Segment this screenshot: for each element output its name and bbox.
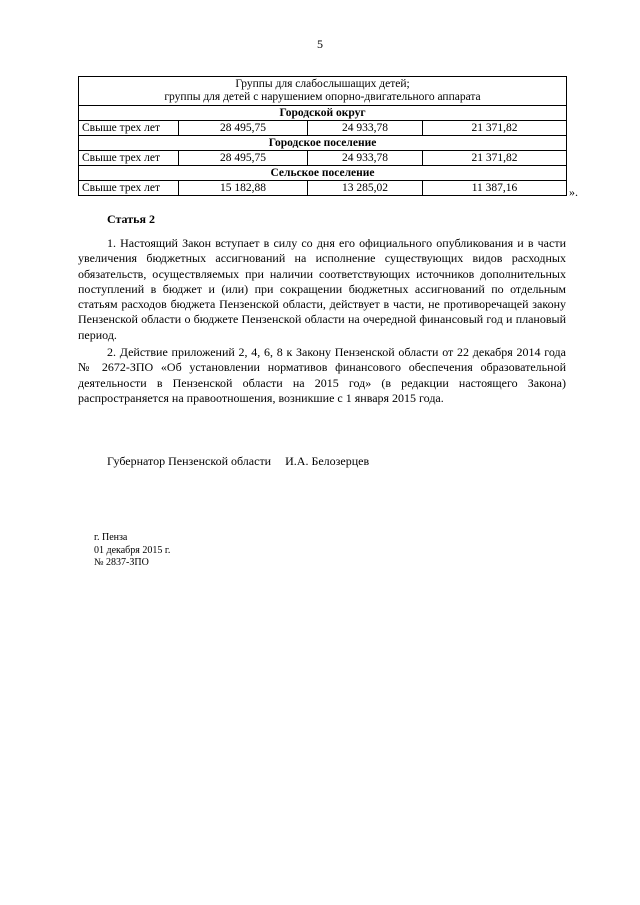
value-cell: 11 387,16: [423, 181, 567, 196]
table-row: [79, 151, 567, 166]
signatory-position: Губернатор Пензенской области: [107, 454, 272, 468]
table-header-line-1: Группы для слабослышащих детей;: [235, 78, 410, 90]
table-header-row: [79, 77, 567, 106]
footer-date: 01 декабря 2015 г.: [94, 544, 171, 556]
value-cell: 21 371,82: [423, 151, 567, 166]
age-group-label: Свыше трех лет: [79, 181, 179, 196]
article-paragraph-2: 2. Действие приложений 2, 4, 6, 8 к Закону Пензенской области от 22 декабря 2014 года № 2672-ЗПО «Об установлении нормативов финансового обеспечения образовательной деятельности в Пензенской области на 2015 год» (в редакции настоящего Закона) распространяется на правоотношения, возникшие с 1 января 2015 года.: [78, 345, 566, 405]
footer-city: г. Пенза: [94, 532, 128, 543]
article-title: Статья 2: [107, 212, 155, 226]
page-number: 5: [317, 37, 323, 51]
value-cell: 24 933,78: [308, 121, 423, 136]
value-cell: 24 933,78: [308, 151, 423, 166]
rates-table: [78, 76, 567, 196]
section-title-rural-settlement: Сельское поселение: [79, 166, 567, 181]
document-footer: [94, 532, 170, 570]
section-title-urban-settlement: Городское поселение: [79, 136, 567, 151]
value-cell: 15 182,88: [179, 181, 308, 196]
value-cell: 28 495,75: [179, 121, 308, 136]
article-paragraph-1: 1. Настоящий Закон вступает в силу со дня его официального опубликования и в части увеличения бюджетных ассигнований на исполнение существующих видов расходных обязательств, осуществляемых при наличии соответствующих источников дополнительных поступлений в бюджет и (или) при сокращении бюджетных ассигнований по отдельным статьям расходов бюджета Пензенской области, действует в части, не противоречащей закону Пензенской области о бюджете Пензенской области на очередной финансовый год и плановый период.: [78, 236, 566, 342]
table-closing-quote: ».: [569, 185, 578, 199]
table-row: [79, 181, 567, 196]
signatory-name: И.А. Белозерцев: [285, 454, 370, 468]
table-header: [79, 77, 567, 106]
value-cell: 13 285,02: [308, 181, 423, 196]
table-header-line-2: группы для детей с нарушением опорно-двигательного аппарата: [164, 91, 481, 103]
section-title-city-district: Городской округ: [79, 106, 567, 121]
signature-block: [107, 454, 369, 469]
section-row: [79, 136, 567, 151]
footer-law-number: № 2837-ЗПО: [94, 557, 149, 568]
age-group-label: Свыше трех лет: [79, 151, 179, 166]
value-cell: 21 371,82: [423, 121, 567, 136]
section-row: [79, 106, 567, 121]
table-row: [79, 121, 567, 136]
value-cell: 28 495,75: [179, 151, 308, 166]
section-row: [79, 166, 567, 181]
age-group-label: Свыше трех лет: [79, 121, 179, 136]
